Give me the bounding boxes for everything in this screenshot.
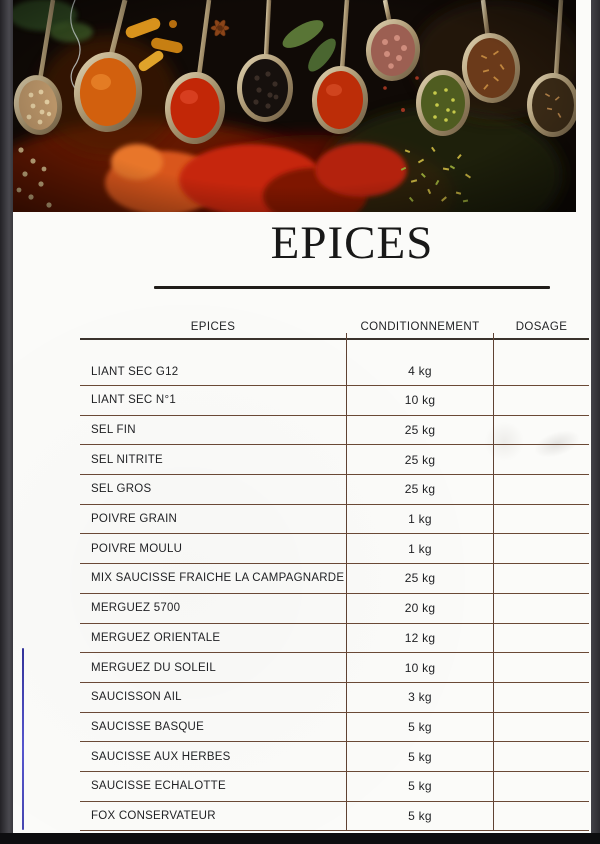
conditionnement-cell: 5 kg <box>346 713 494 742</box>
spices-table <box>80 310 589 831</box>
table-row <box>80 594 589 624</box>
epice-name-cell: MERGUEZ DU SOLEIL <box>91 661 217 674</box>
conditionnement-cell: 1 kg <box>346 505 494 534</box>
epice-name-cell: LIANT SEC G12 <box>91 366 179 378</box>
title-underline <box>154 286 550 289</box>
dosage-cell <box>494 564 589 593</box>
conditionnement-cell: 20 kg <box>346 594 494 623</box>
column-header-epices: EPICES <box>190 321 236 333</box>
table-row <box>80 683 589 713</box>
conditionnement-cell: 5 kg <box>346 802 494 831</box>
epice-name-cell: FOX CONSERVATEUR <box>91 809 216 822</box>
spices-table-body <box>80 340 589 831</box>
epice-name-cell: SAUCISSON AIL <box>91 691 182 704</box>
table-row <box>80 653 589 683</box>
dosage-cell <box>494 505 589 534</box>
table-row <box>80 802 589 832</box>
scan-border-bottom <box>0 833 600 844</box>
epice-name-cell: SAUCISSE AUX HERBES <box>91 750 231 763</box>
table-row <box>80 564 589 594</box>
table-row <box>80 475 589 505</box>
conditionnement-cell: 3 kg <box>346 683 494 712</box>
page-sheet <box>13 0 591 833</box>
pen-mark <box>22 648 24 830</box>
epice-name-cell: LIANT SEC N°1 <box>91 394 176 407</box>
conditionnement-cell: 1 kg <box>346 534 494 563</box>
conditionnement-cell: 5 kg <box>346 772 494 801</box>
epice-name-cell: MIX SAUCISSE FRAICHE LA CAMPAGNARDE <box>91 572 345 585</box>
conditionnement-cell: 5 kg <box>346 742 494 771</box>
scan-border-left <box>0 0 13 844</box>
table-row <box>80 386 589 416</box>
conditionnement-cell: 10 kg <box>346 386 494 415</box>
table-row <box>80 505 589 535</box>
dosage-cell <box>494 713 589 742</box>
dosage-cell <box>494 594 589 623</box>
epice-name-cell: POIVRE GRAIN <box>91 513 178 526</box>
conditionnement-cell: 25 kg <box>346 416 494 445</box>
dosage-cell <box>494 683 589 712</box>
dosage-cell <box>494 653 589 682</box>
table-row <box>80 713 589 743</box>
conditionnement-cell: 25 kg <box>346 445 494 474</box>
table-row <box>80 742 589 772</box>
conditionnement-cell: 4 kg <box>346 333 494 385</box>
dosage-cell <box>494 534 589 563</box>
dosage-cell <box>494 802 589 831</box>
epice-name-cell: SAUCISSE BASQUE <box>91 720 205 733</box>
conditionnement-cell: 10 kg <box>346 653 494 682</box>
epice-name-cell: SEL FIN <box>91 424 136 437</box>
table-row <box>80 534 589 564</box>
epice-name-cell: MERGUEZ 5700 <box>91 602 181 615</box>
table-row <box>80 772 589 802</box>
scan-border-right <box>591 0 600 844</box>
table-row <box>80 340 589 386</box>
epice-name-cell: SEL GROS <box>91 483 152 496</box>
spices-hero-image <box>13 0 576 212</box>
epice-name-cell: SEL NITRITE <box>91 453 163 466</box>
epice-name-cell: SAUCISSE ECHALOTTE <box>91 780 226 793</box>
conditionnement-cell: 25 kg <box>346 475 494 504</box>
table-row <box>80 416 589 446</box>
epice-name-cell: MERGUEZ ORIENTALE <box>91 631 221 644</box>
epice-name-cell: POIVRE MOULU <box>91 542 183 555</box>
dosage-cell <box>494 624 589 653</box>
column-header-dosage: DOSAGE <box>515 321 568 333</box>
table-row <box>80 445 589 475</box>
dosage-cell <box>494 742 589 771</box>
conditionnement-cell: 25 kg <box>346 564 494 593</box>
dosage-cell <box>494 475 589 504</box>
dosage-cell <box>494 333 589 385</box>
column-header-conditionnement: CONDITIONNEMENT <box>360 321 480 333</box>
conditionnement-cell: 12 kg <box>346 624 494 653</box>
page-title: EPICES <box>270 217 434 269</box>
table-row <box>80 624 589 654</box>
dosage-cell <box>494 772 589 801</box>
dosage-cell <box>494 386 589 415</box>
